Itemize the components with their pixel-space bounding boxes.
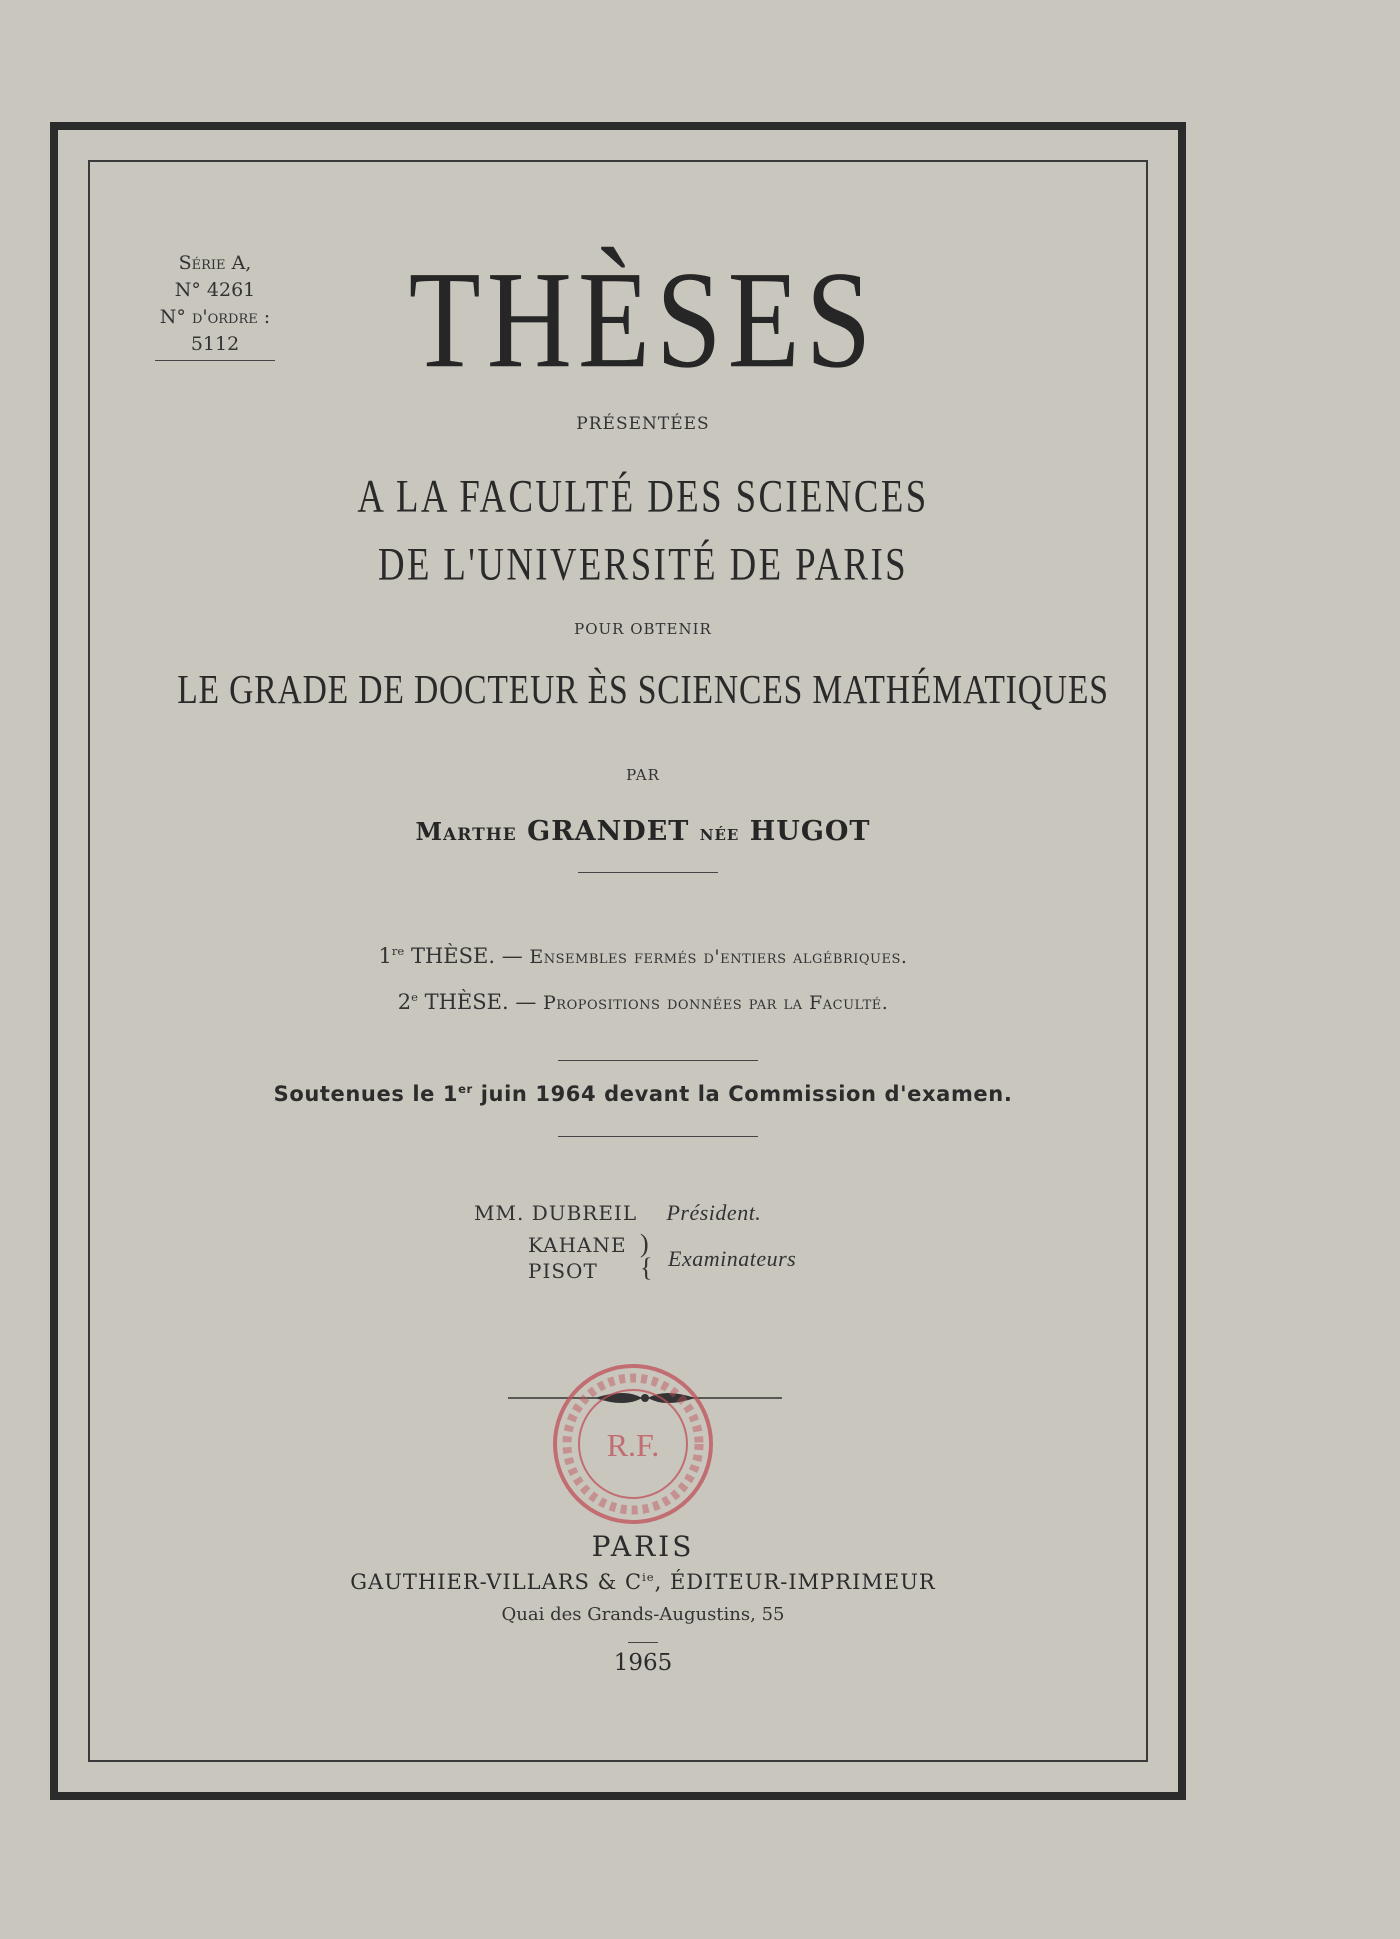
series-label: Série A, xyxy=(178,252,252,274)
series-number: N° 4261 xyxy=(174,279,256,301)
thesis-1-subject: Ensembles fermés d'entiers algébriques. xyxy=(529,946,908,968)
defense-statement xyxy=(0,1082,1286,1106)
thesis-2-ordinal: e xyxy=(411,990,418,1004)
thesis-2-number: 2 xyxy=(397,990,412,1014)
degree-title: LE GRADE DE DOCTEUR ÈS SCIENCES MATHÉMATIQUES xyxy=(177,666,1109,712)
examiner-1: KAHANE xyxy=(528,1233,627,1257)
author-name xyxy=(0,816,1286,847)
faculty-line-2: DE L'UNIVERSITÉ DE PARIS xyxy=(377,537,909,590)
stamp-text: R.F. xyxy=(606,1427,660,1463)
jury-examiners xyxy=(528,1232,627,1284)
ornament-and-stamp xyxy=(500,1356,790,1526)
pour-obtenir-text: POUR OBTENIR xyxy=(574,620,712,638)
thesis-1-label: THÈSE. xyxy=(410,944,495,968)
jury-president xyxy=(474,1200,761,1226)
jury-mm: MM. xyxy=(474,1201,525,1225)
divider-4 xyxy=(628,1642,658,1643)
order-number: 5112 xyxy=(190,333,240,355)
thesis-1-ordinal: re xyxy=(391,944,405,958)
thesis-1 xyxy=(0,944,1286,968)
ornament-left xyxy=(595,1393,642,1403)
publisher xyxy=(0,1570,1286,1594)
thesis-2-dash: — xyxy=(515,990,537,1014)
thesis-2-subject: Propositions données par la Faculté. xyxy=(543,992,889,1014)
par-text: PAR xyxy=(626,766,660,784)
author-nee: née xyxy=(699,820,740,846)
author-surname: GRANDET xyxy=(527,816,690,847)
publisher-sup: ie xyxy=(642,1570,655,1584)
thesis-1-number: 1 xyxy=(378,944,392,968)
document-title: THÈSES xyxy=(408,242,878,397)
thesis-2-label: THÈSE. xyxy=(424,990,509,1014)
publication-city: PARIS xyxy=(591,1530,695,1563)
president-role: Président. xyxy=(666,1200,762,1225)
author-first-name: Marthe xyxy=(415,817,517,846)
publication-year: 1965 xyxy=(613,1650,673,1676)
divider-1 xyxy=(578,872,718,873)
publisher-address: Quai des Grands-Augustins, 55 xyxy=(501,1604,785,1625)
thesis-1-dash: — xyxy=(501,944,523,968)
presentees-text: PRÉSENTÉES xyxy=(576,414,710,434)
publisher-role: , ÉDITEUR-IMPRIMEUR xyxy=(654,1570,936,1594)
defense-text-start: Soutenues le 1 xyxy=(273,1082,459,1106)
thesis-2 xyxy=(0,990,1286,1014)
library-stamp xyxy=(555,1366,711,1522)
examiners-role: Examinateurs xyxy=(668,1246,797,1271)
defense-text-end: juin 1964 devant la Commission d'examen. xyxy=(472,1082,1013,1106)
examiners-role-wrap xyxy=(668,1246,796,1272)
publisher-name: GAUTHIER-VILLARS & C xyxy=(350,1570,643,1594)
examiner-2: PISOT xyxy=(528,1259,598,1283)
examiners-brace: ) { xyxy=(640,1229,654,1282)
author-maiden-name: HUGOT xyxy=(749,816,871,847)
ornament-center xyxy=(641,1394,649,1402)
divider-3 xyxy=(558,1136,758,1137)
defense-ordinal: er xyxy=(458,1082,473,1096)
divider-2 xyxy=(558,1060,758,1061)
faculty-line-1: A LA FACULTÉ DES SCIENCES xyxy=(357,469,929,522)
order-label: N° d'ordre : xyxy=(159,306,271,328)
president-name: DUBREIL xyxy=(531,1201,638,1225)
